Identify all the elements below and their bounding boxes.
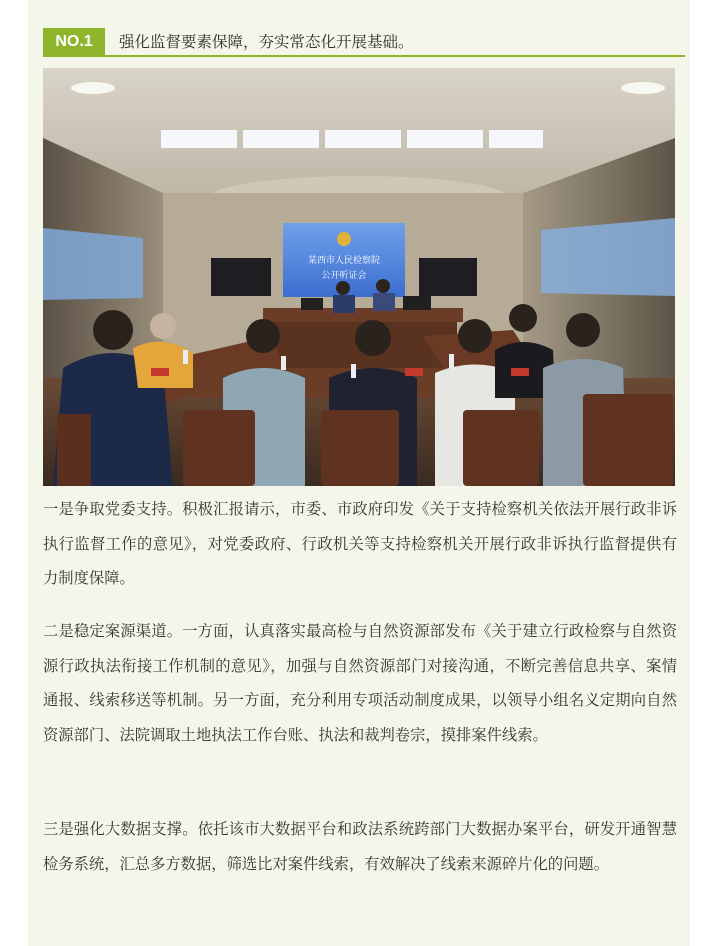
paragraph-case-source: 二是稳定案源渠道。一方面，认真落实最高检与自然资源部发布《关于建立行政检察与自然资源行政执法衔接工作机制的意见》，加强与自然资源部门对接沟通，不断完善信息共享、案情通报、线索移送等机制。另一方面，充分利用专项活动制度成果，以领导小组名义定期向自然资源部门、法院调取土地执法工作台账、执法和裁判卷宗，摸排案件线索。 <box>43 622 677 744</box>
screen-court-name: 某西市人民检察院 <box>307 256 381 266</box>
paragraph-big-data: 三是强化大数据支撑。依托该市大数据平台和政法系统跨部门大数据办案平台，研发开通智慧检务系统，汇总多方数据，筛选比对案件线索，有效解决了线索来源碎片化的问题。 <box>43 820 677 873</box>
section-title: 强化监督要素保障，夯实常态化开展基础。 <box>119 33 414 51</box>
section-header <box>43 28 685 56</box>
section-number-badge: NO.1 <box>43 28 105 56</box>
article-panel <box>28 0 690 946</box>
screen-event-title: 公开听证会 <box>321 271 367 281</box>
header-underline <box>43 55 685 57</box>
paragraph-party-support: 一是争取党委支持。积极汇报请示，市委、市政府印发《关于支持检察机关依法开展行政非诉执行监督工作的意见》，对党委政府、行政机关等支持检察机关开展行政非诉执行监督提供有力制度保障。 <box>43 500 677 587</box>
hearing-photo <box>43 68 675 486</box>
